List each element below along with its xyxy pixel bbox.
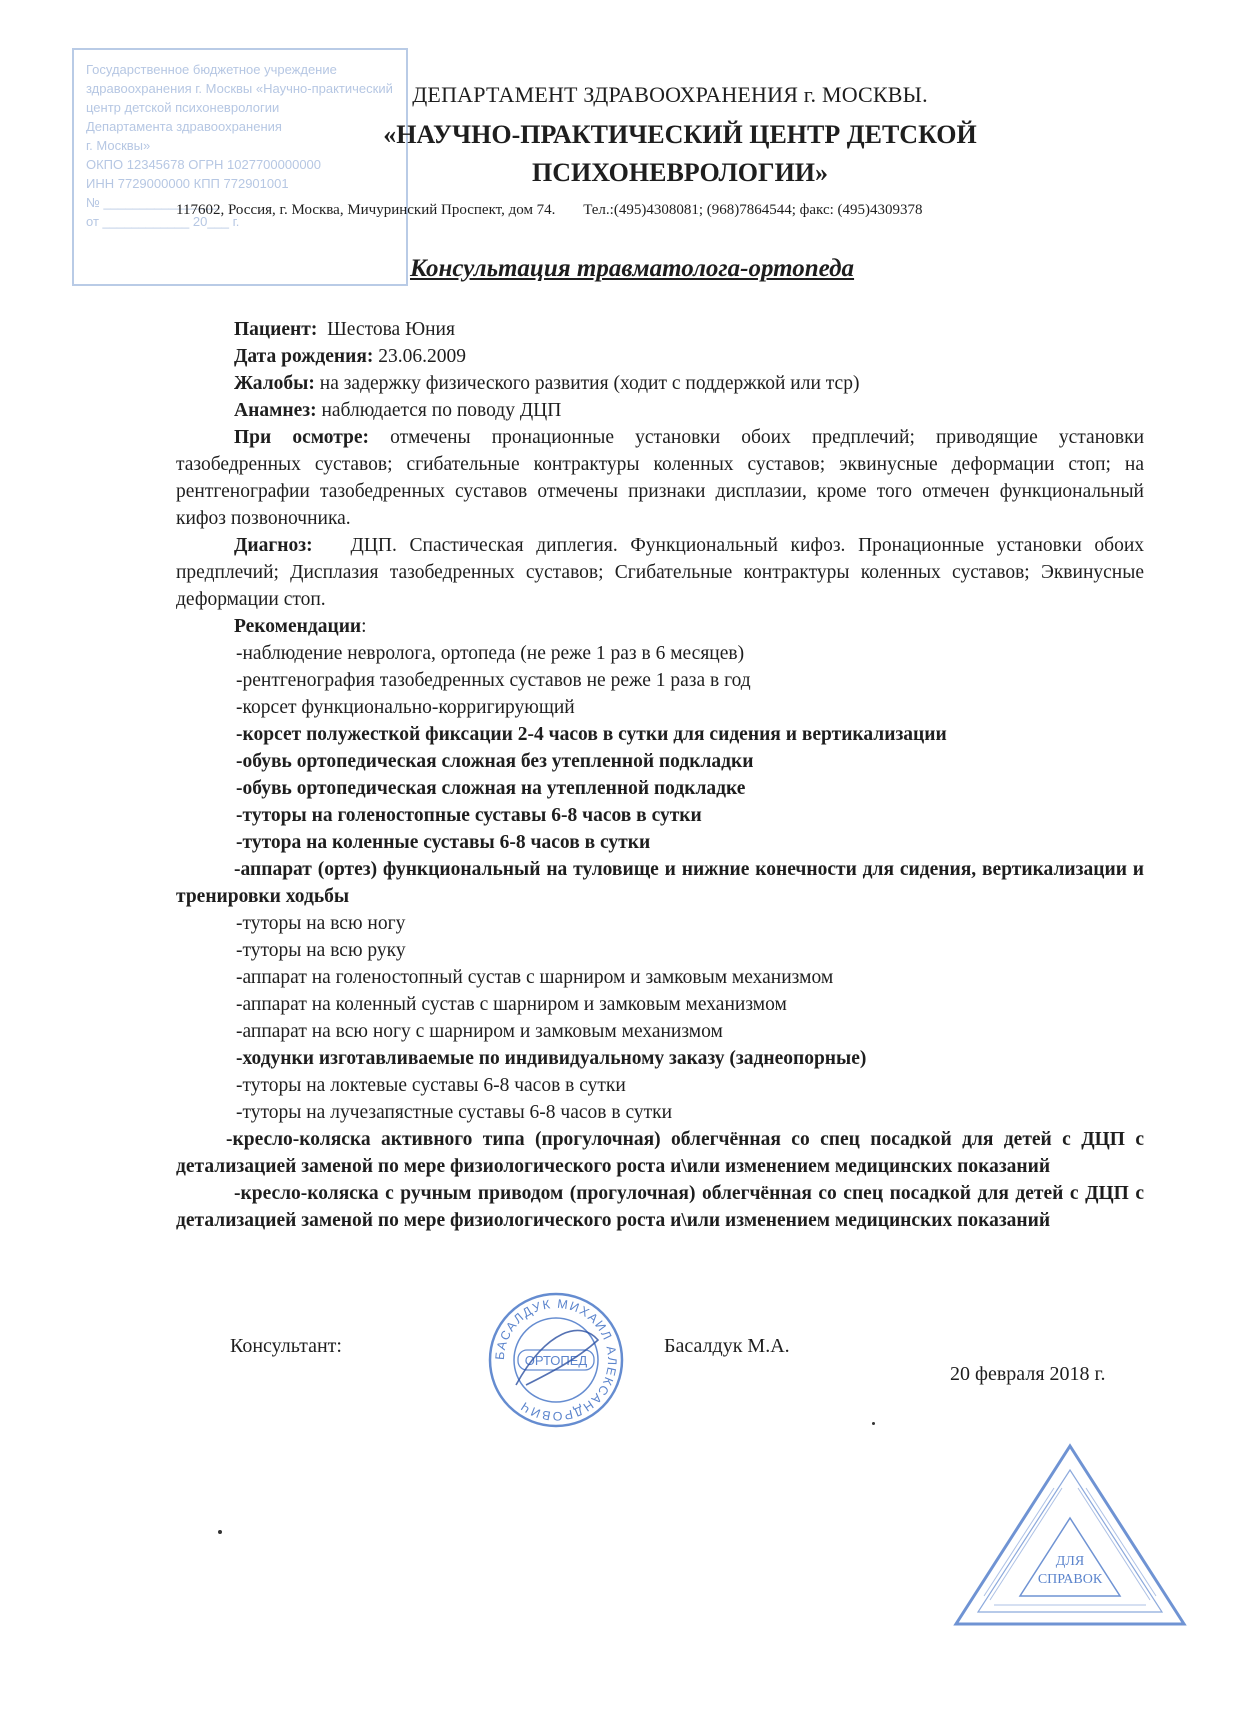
scan-speck — [872, 1422, 875, 1425]
patient-row — [176, 316, 1144, 343]
stamp-line: Государственное бюджетное учреждение — [86, 62, 337, 77]
stamp-line: центр детской психоневрологии — [86, 100, 280, 115]
recommendation-item: -туторы на всю ногу — [236, 913, 406, 934]
recommendation-item: -тутора на коленные суставы 6-8 часов в сутки — [236, 832, 651, 853]
diagnosis-text: ДЦП. Спастическая диплегия. Функциональный кифоз. Пронационные установки обоих предплечий; Дисплазия тазобедренных суставов; Сгибательные контрактуры коленных суставов; Эквинусные деформации стоп. — [176, 535, 1145, 610]
postal-address: 117602, Россия, г. Москва, Мичуринский Проспект, дом 74. — [176, 202, 556, 218]
recommendations-heading — [176, 613, 1144, 640]
center-name-line1: «НАУЧНО-ПРАКТИЧЕСКИЙ ЦЕНТР ДЕТСКОЙ — [383, 120, 977, 149]
doctor-stamp-graphic — [486, 1290, 626, 1430]
recommendation-item: -обувь ортопедическая сложная без утепленной подкладки — [236, 751, 754, 772]
recommendation-item: -корсет полужесткой фиксации 2-4 часов в сутки для сидения и вертикализации — [236, 724, 947, 745]
complaints-value: на задержку физического развития (ходит с поддержкой или тср) — [319, 373, 860, 394]
recommendation-item: -туторы на локтевые суставы 6-8 часов в сутки — [236, 1075, 626, 1096]
consultant-name: Басалдук М.А. — [664, 1335, 790, 1357]
department-heading: ДЕПАРТАМЕНТ ЗДРАВООХРАНЕНИЯ г. МОСКВЫ. — [412, 82, 928, 107]
recommendation-item: -аппарат (ортез) функциональный на туловище и нижние конечности для сидения, вертикализации и тренировки ходьбы — [176, 859, 1144, 907]
document-body — [176, 316, 1144, 1234]
signature-date: 20 февраля 2018 г. — [950, 1363, 1106, 1385]
center-name-line2: ПСИХОНЕВРОЛОГИИ» — [531, 158, 829, 187]
stamp-line: ИНН 7729000000 КПП 772901001 — [86, 176, 289, 191]
contact-phones: Тел.:(495)4308081; (968)7864544; факс: (495)4309378 — [583, 202, 923, 218]
recommendation-item: -рентгенография тазобедренных суставов не реже 1 раза в год — [236, 670, 751, 691]
recommendation-item: -туторы на лучезапястные суставы 6-8 часов в сутки — [236, 1102, 673, 1123]
triangle-stamp-line1: ДЛЯ — [1055, 1554, 1085, 1569]
anamnesis-row — [176, 397, 1144, 424]
stamp-line: от ____________ 20___ г. — [86, 214, 240, 229]
birthdate-label: Дата рождения: — [234, 346, 374, 367]
triangle-stamp-graphic — [950, 1440, 1190, 1630]
recommendation-item: -ходунки изготавливаемые по индивидуальному заказу (заднеопорные) — [236, 1048, 867, 1069]
stamp-center-text: ОРТОПЕД — [524, 1353, 588, 1368]
recommendation-item: -аппарат на всю ногу с шарниром и замковым механизмом — [236, 1021, 723, 1042]
recommendation-item: -наблюдение невролога, ортопеда (не реже 1 раз в 6 месяцев) — [236, 643, 745, 664]
scan-speck — [218, 1530, 222, 1534]
stamp-line: здравоохранения г. Москвы «Научно-практический — [86, 81, 393, 96]
birthdate-row — [176, 343, 1144, 370]
patient-label: Пациент: — [234, 319, 318, 340]
examination-label: При осмотре: — [234, 427, 370, 448]
examination-text: отмечены пронационные установки обоих предплечий; приводящие установки тазобедренных суставов; сгибательные контрактуры коленных суставов; эквинусные деформации стоп; на рентгенографии тазобедренных суставов отмечены признаки дисплазии, кроме того отмечен функциональный кифоз позвоночника. — [176, 427, 1145, 529]
document-title: Консультация травматолога-ортопеда — [410, 255, 855, 282]
doctor-stamp — [486, 1290, 626, 1435]
stamp-line: ОКПО 12345678 ОГРН 1027700000000 — [86, 157, 322, 172]
recommendation-item: -кресло-коляска с ручным приводом (прогулочная) облегчённая со спец посадкой для детей с ДЦП с детализацией заменой по мере физиологического роста и\или изменением медицинских показаний — [176, 1183, 1144, 1231]
anamnesis-label: Анамнез: — [234, 400, 317, 421]
anamnesis-value: наблюдается по поводу ДЦП — [321, 400, 562, 421]
recommendations-label: Рекомендации — [234, 616, 362, 637]
recommendation-item: -обувь ортопедическая сложная на утепленной подкладке — [236, 778, 746, 799]
diagnosis-paragraph — [176, 532, 1144, 613]
stamp-ring-text: БАСАЛДУК МИХАИЛ АЛЕКСАНДРОВИЧ — [492, 1296, 620, 1424]
recommendation-item: -туторы на всю руку — [236, 940, 406, 961]
recommendations-colon: : — [361, 616, 367, 637]
triangle-stamp-line2: СПРАВОК — [1037, 1572, 1103, 1587]
consultant-label: Консультант: — [230, 1335, 342, 1357]
recommendation-item: -туторы на голеностопные суставы 6-8 часов в сутки — [236, 805, 702, 826]
stamp-line: г. Москвы» — [86, 138, 151, 153]
recommendation-item: -корсет функционально-корригирующий — [236, 697, 575, 718]
address-line — [176, 202, 1106, 219]
complaints-label: Жалобы: — [234, 373, 315, 394]
triangle-stamp — [950, 1440, 1190, 1635]
recommendation-item: -аппарат на коленный сустав с шарниром и замковым механизмом — [236, 994, 787, 1015]
complaints-row — [176, 370, 1144, 397]
birthdate-value: 23.06.2009 — [378, 346, 467, 367]
recommendation-item: -кресло-коляска активного типа (прогулочная) облегчённая со спец посадкой для детей с ДЦП с детализацией заменой по мере физиологического роста и\или изменением медицинских показаний — [176, 1129, 1144, 1177]
patient-name: Шестова Юния — [327, 319, 455, 340]
examination-paragraph — [176, 424, 1144, 532]
recommendation-item: -аппарат на голеностопный сустав с шарниром и замковым механизмом — [236, 967, 834, 988]
stamp-line: Департамента здравоохранения — [86, 119, 282, 134]
diagnosis-label: Диагноз: — [234, 535, 313, 556]
stamp-line: № ________________ — [86, 195, 220, 210]
